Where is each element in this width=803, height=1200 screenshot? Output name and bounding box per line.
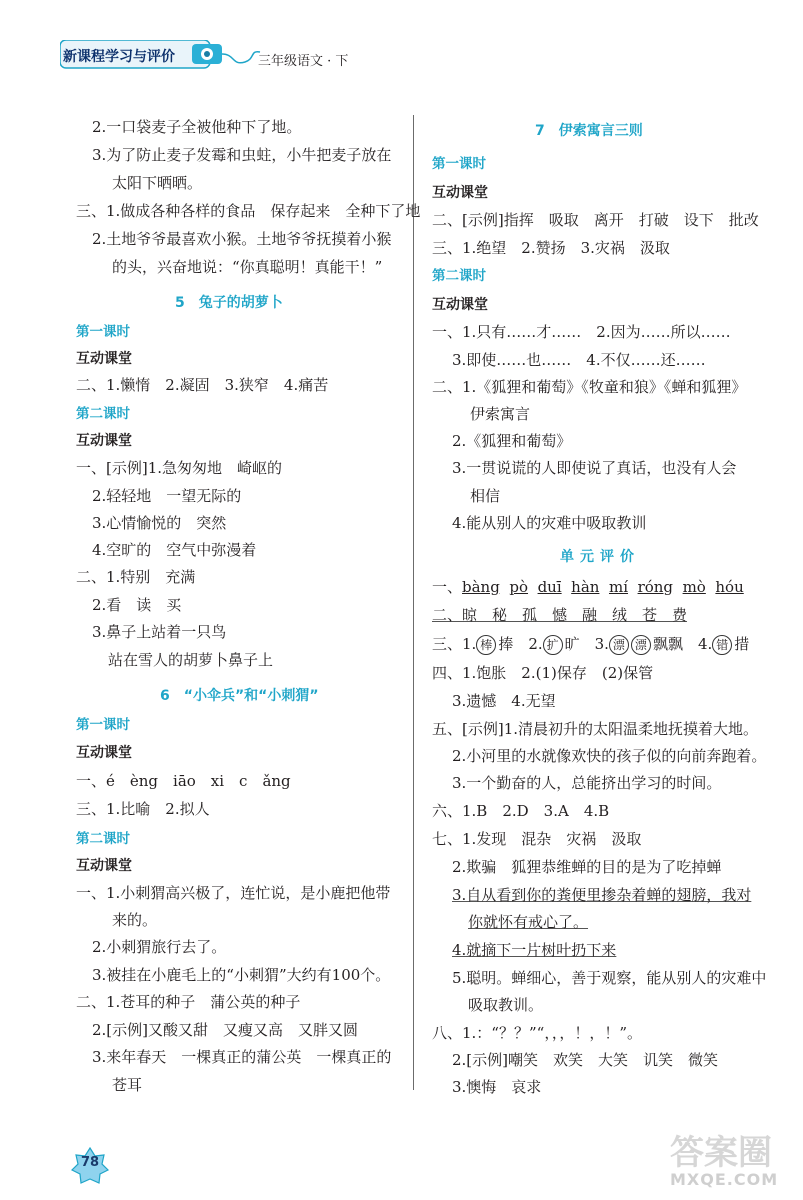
answer-line: 2.小刺猬旅行去了。 [92,938,227,956]
answer-line: 二、[示例]指挥 吸取 离开 打破 设下 批改 [432,211,759,229]
watermark-url: MXQE.COM [670,1170,779,1189]
circled-char: 漂 [609,635,629,655]
answer-line: 2.[示例]又酸又甜 又瘦又高 又胖又圆 [92,1021,359,1039]
answer-line: 2.欺骗 狐狸恭维蝉的目的是为了吃掉蝉 [452,858,722,876]
answer-line: 2.一口袋麦子全被他种下了地。 [92,118,302,136]
answer-text: 捧 2. [498,635,543,653]
answer-line: 2.轻轻地 一望无际的 [92,487,242,505]
answer-line: 3.遗憾 4.无望 [452,692,556,710]
column-divider [413,115,414,1090]
answer-line: 吸取教训。 [468,996,544,1014]
answer-line [432,577,744,597]
answer-prefix: 一、 [432,578,463,596]
section-title-7: 7 伊索寓言三则 [535,123,643,139]
answer-line: 二、1.苍耳的种子 蒲公英的种子 [76,993,301,1011]
circled-char: 棒 [476,635,496,655]
lesson-heading: 第一课时 [76,717,130,733]
answer-line: 2.土地爷爷最喜欢小猴。土地爷爷抚摸着小猴 [92,230,392,248]
answer-line: 来的。 [112,911,158,929]
answer-line: 三、1.绝望 2.赞扬 3.灾祸 汲取 [432,239,670,257]
answer-line: 3.心情愉悦的 突然 [92,514,227,532]
lesson-heading: 第二课时 [76,406,130,422]
answer-line: 太阳下晒晒。 [112,174,203,192]
answer-text: 措 [734,635,750,653]
answer-line: 相信 [470,487,501,505]
practice-label: 互动课堂 [76,433,132,449]
answer-line: 六、1.B 2.D 3.A 4.B [432,802,610,820]
answer-line: 3.来年春天 一棵真正的蒲公英 一棵真正的 [92,1048,392,1066]
answer-line: 一、é èng iāo xi c ǎng [76,772,291,790]
pinyin-answer: hàn [571,578,600,596]
answer-text: 旷 3. [564,635,609,653]
practice-label: 互动课堂 [432,297,488,313]
answer-line: 二、1.特别 充满 [76,568,196,586]
answer-line: 你就怀有戒心了。 [468,913,589,931]
pinyin-answer: mí [608,578,629,596]
answer-line: 3.即使……也…… 4.不仅……还…… [452,351,706,369]
answer-line: 4.能从别人的灾难中吸取教训 [452,514,647,532]
answer-line: 二、1.懒惰 2.凝固 3.狭窄 4.痛苦 [76,376,329,394]
answer-line [432,634,749,655]
answer-line: 八、1.：“？？”“，，，！，！”。 [432,1024,642,1042]
answer-text: 飘飘 4. [652,635,713,653]
pinyin-answer: duī [537,578,562,596]
answer-prefix: 三、1. [432,635,477,653]
answer-line: 5.聪明。蝉细心，善于观察，能从别人的灾难中 [452,969,767,987]
pinyin-answer: hóu [715,578,744,596]
answer-line: 苍耳 [112,1076,143,1094]
answer-line: 四、1.饱胀 2.(1)保存 (2)保管 [432,664,654,682]
answer-line: 4.空旷的 空气中弥漫着 [92,541,257,559]
answer-line: 2.看 读 买 [92,596,182,614]
answer-line: 三、1.比喻 2.拟人 [76,800,210,818]
answer-line: 3.被挂在小鹿毛上的“小刺猬”大约有100个。 [92,966,391,984]
answer-line: 2.小河里的水就像欢快的孩子似的向前奔跑着。 [452,747,767,765]
answer-line: 3.为了防止麦子发霉和虫蛀，小牛把麦子放在 [92,146,392,164]
page-number: 78 [80,1155,100,1170]
answer-line: 4.就摘下一片树叶扔下来 [452,941,617,959]
practice-label: 互动课堂 [76,351,132,367]
answer-line: 2.[示例]嘲笑 欢笑 大笑 讥笑 微笑 [452,1051,719,1069]
answer-line: 3.自从看到你的粪便里掺杂着蝉的翅膀，我对 [452,886,752,904]
answer-line: 的头，兴奋地说：“你真聪明！真能干！” [112,258,383,276]
lesson-heading: 第二课时 [432,268,486,284]
pinyin-answer: pò [509,578,529,596]
lesson-heading: 第一课时 [432,156,486,172]
practice-label: 互动课堂 [76,858,132,874]
series-title: 新课程学习与评价 [63,49,175,65]
watermark-logo: 答案圈 [670,1133,772,1173]
answer-line: 伊索寓言 [470,405,531,423]
answer-line: 一、1.只有……才…… 2.因为……所以…… [432,323,731,341]
answer-line: 五、[示例]1.清晨初升的太阳温柔地抚摸着大地。 [432,720,759,738]
section-title-5: 5 兔子的胡萝卜 [175,295,283,311]
book-subtitle: 三年级语文 · 下 [258,54,349,69]
camera-icon [192,44,260,64]
answer-line: 七、1.发现 混杂 灾祸 汲取 [432,830,642,848]
circled-char: 漂 [631,635,651,655]
answer-line: 站在雪人的胡萝卜鼻子上 [108,651,274,669]
answer-line: 二、1.《狐狸和葡萄》《牧童和狼》《蝉和狐狸》 [432,378,747,396]
lesson-heading: 第一课时 [76,324,130,340]
section-title-6: 6 “小伞兵”和“小刺猬” [160,688,319,704]
lesson-heading: 第二课时 [76,831,130,847]
answer-line: 三、1.做成各种各样的食品 保存起来 全种下了地 [76,202,421,220]
circled-char: 错 [712,635,732,655]
pinyin-answer: bàng [462,578,500,596]
answer-line: 3.鼻子上站着一只鸟 [92,623,227,641]
answer-line: 一、[示例]1.急匆匆地 崎岖的 [76,459,283,477]
unit-review-title: 单元评价 [560,549,640,565]
practice-label: 互动课堂 [76,745,132,761]
answer-line: 一、1.小刺猬高兴极了，连忙说，是小鹿把他带 [76,884,391,902]
pinyin-answer: róng [637,578,674,596]
pinyin-answer: mò [682,578,706,596]
answer-line: 3.一贯说谎的人即使说了真话，也没有人会 [452,459,737,477]
answer-line: 2.《狐狸和葡萄》 [452,432,572,450]
practice-label: 互动课堂 [432,185,488,201]
answer-line: 3.一个勤奋的人，总能挤出学习的时间。 [452,774,722,792]
answer-line: 3.懊悔 哀求 [452,1078,542,1096]
circled-char: 扩 [543,635,563,655]
answer-line: 二、晾 秘 孤 憾 融 绒 苍 费 [432,606,688,624]
